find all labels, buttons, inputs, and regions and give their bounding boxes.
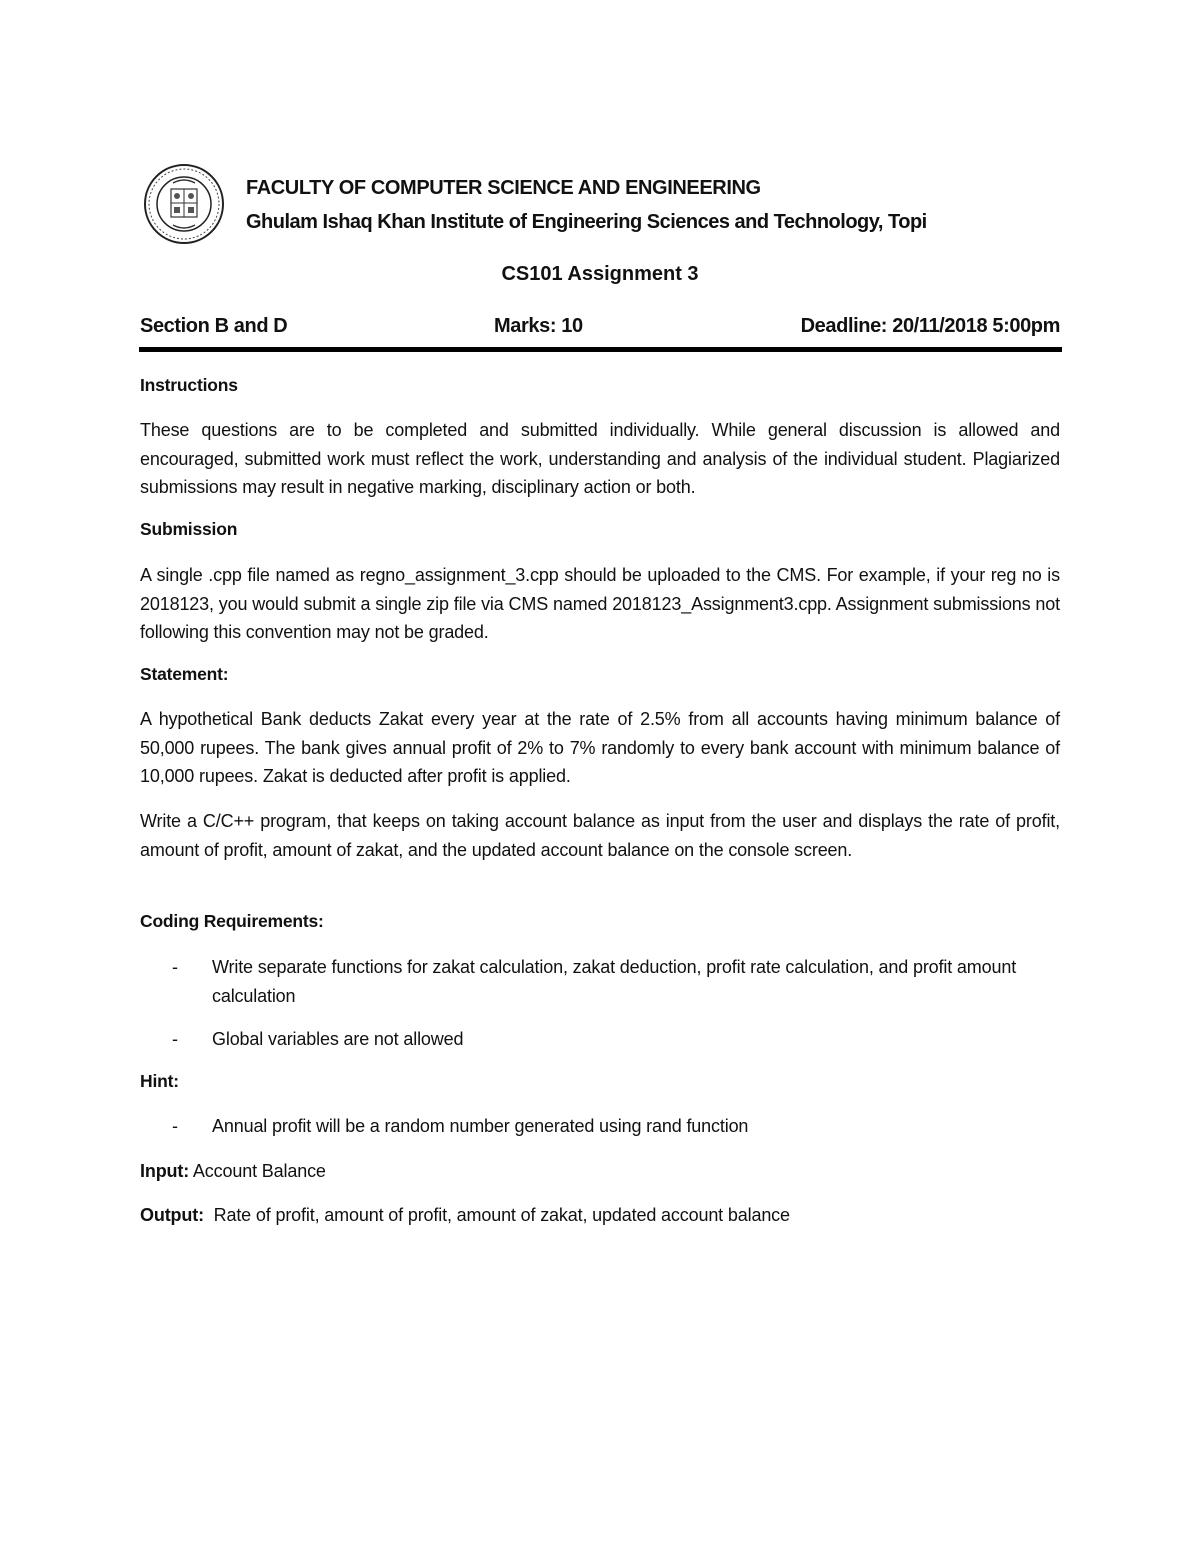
marks-label: Marks: 10	[494, 315, 583, 337]
assignment-title: CS101 Assignment 3	[501, 263, 699, 285]
output-value: Rate of profit, amount of profit, amount of zakat, updated account balance	[203, 1205, 790, 1225]
statement-paragraph-2: Write a C/C++ program, that keeps on taking account balance as input from the user and displays the rate of profit, amount of profit, amount of zakat, and the updated account balance on the console screen.	[140, 811, 1060, 860]
bullet-marker: -	[172, 1116, 178, 1136]
coding-requirement-item: Global variables are not allowed	[212, 1029, 464, 1049]
submission-heading: Submission	[140, 519, 238, 539]
institute-seal-icon	[143, 163, 225, 245]
instructions-paragraph: These questions are to be completed and submitted individually. While general discussion is allowed and encouraged, submitted work must reflect the work, understanding and analysis of the individual student. Plagiarized submissions may result in negative marking, disciplinary action or both.	[140, 420, 1060, 497]
statement-heading: Statement:	[140, 664, 229, 684]
instructions-heading: Instructions	[140, 375, 238, 395]
bullet-marker: -	[172, 1029, 178, 1049]
output-line	[140, 1201, 1060, 1230]
header-divider	[139, 347, 1062, 352]
bullet-marker: -	[172, 957, 178, 977]
hint-heading: Hint:	[140, 1071, 179, 1091]
faculty-name: FACULTY OF COMPUTER SCIENCE AND ENGINEERING	[246, 177, 761, 199]
assignment-info-row	[140, 315, 1060, 341]
deadline-label: Deadline: 20/11/2018 5:00pm	[800, 315, 1060, 337]
coding-requirement-item: Write separate functions for zakat calculation, zakat deduction, profit rate calculation, and profit amount calculation	[212, 957, 1017, 1006]
institute-name: Ghulam Ishaq Khan Institute of Engineering Sciences and Technology, Topi	[246, 211, 927, 233]
input-label: Input:	[140, 1161, 190, 1181]
input-line	[140, 1157, 1060, 1186]
submission-paragraph: A single .cpp file named as regno_assignment_3.cpp should be uploaded to the CMS. For example, if your reg no is 2018123, you would submit a single zip file via CMS named 2018123_Assignment3.cpp. Assignment submissions not following this convention may not be graded.	[140, 565, 1060, 642]
output-label: Output:	[140, 1205, 204, 1225]
hint-item: Annual profit will be a random number generated using rand function	[212, 1116, 749, 1136]
section-label: Section B and D	[140, 315, 288, 337]
coding-requirements-heading: Coding Requirements:	[140, 911, 324, 931]
input-value: Account Balance	[189, 1161, 326, 1181]
statement-paragraph-1: A hypothetical Bank deducts Zakat every year at the rate of 2.5% from all accounts having minimum balance of 50,000 rupees. The bank gives annual profit of 2% to 7% randomly to every bank account with minimum balance of 10,000 rupees. Zakat is deducted after profit is applied.	[140, 709, 1060, 786]
